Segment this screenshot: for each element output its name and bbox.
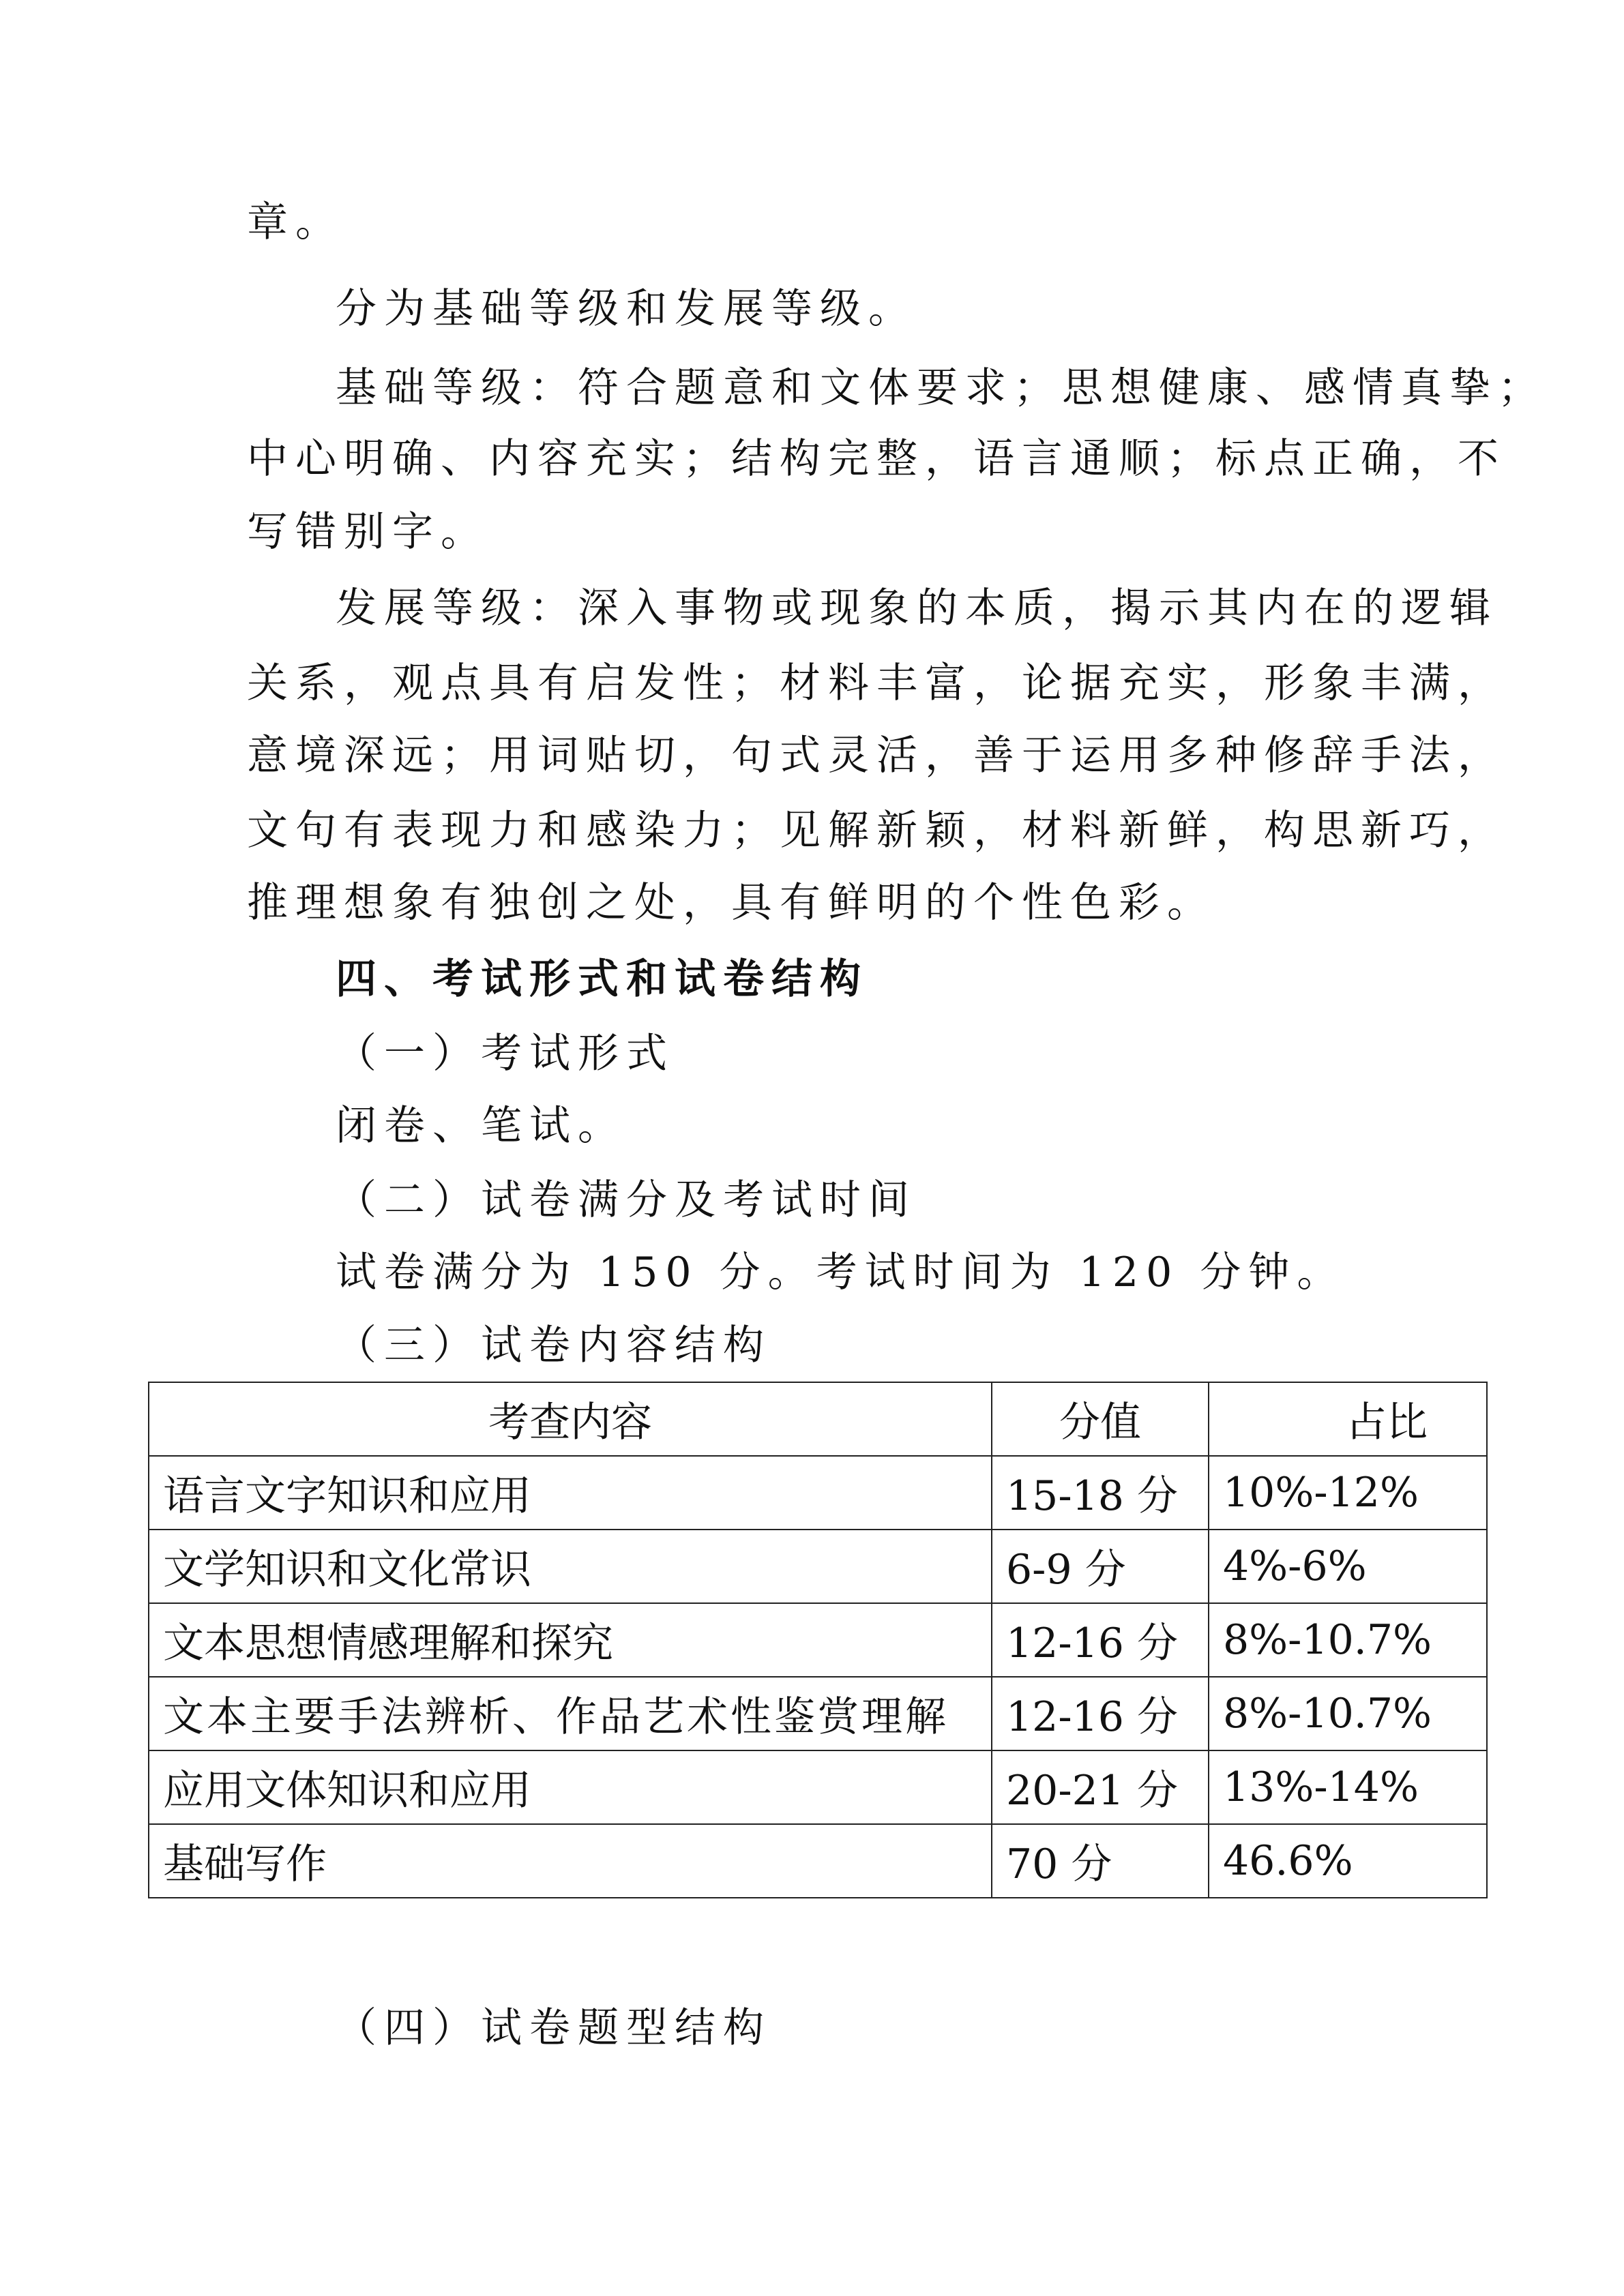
subheading-score-time: （二）试卷满分及考试时间 <box>336 1176 917 1224</box>
body-line-8: 意境深远；用词贴切，句式灵活，善于运用多种修辞手法， <box>247 732 1506 779</box>
cell-score: 12-16 分 <box>992 1677 1209 1750</box>
subheading-question-types: （四）试卷题型结构 <box>336 2004 771 2052</box>
cell-ratio: 4%-6% <box>1209 1530 1487 1603</box>
header-score: 分值 <box>992 1382 1209 1456</box>
cell-content: 文本主要手法辨析、作品艺术性鉴赏理解 <box>149 1677 992 1750</box>
cell-content: 基础写作 <box>149 1824 992 1898</box>
cell-score: 12-16 分 <box>992 1603 1209 1677</box>
table-header-row <box>149 1382 1487 1456</box>
body-line-5: 写错别字。 <box>247 508 489 556</box>
exam-form-text: 闭卷、笔试。 <box>336 1102 626 1150</box>
cell-score: 20-21 分 <box>992 1750 1209 1824</box>
body-line-9: 文句有表现力和感染力；见解新颖，材料新鲜，构思新巧， <box>247 807 1506 854</box>
table-row <box>149 1603 1487 1677</box>
body-line-3: 基础等级：符合题意和文体要求；思想健康、感情真挚； <box>336 364 1546 412</box>
cell-ratio: 8%-10.7% <box>1209 1677 1487 1750</box>
body-line-4: 中心明确、内容充实；结构完整，语言通顺；标点正确，不 <box>247 435 1506 483</box>
header-content: 考查内容 <box>149 1382 992 1456</box>
cell-score: 6-9 分 <box>992 1530 1209 1603</box>
content-structure-table <box>148 1382 1488 1898</box>
score-time-text: 试卷满分为 150 分。考试时间为 120 分钟。 <box>336 1249 1346 1296</box>
table-row <box>149 1750 1487 1824</box>
table-row <box>149 1530 1487 1603</box>
body-line-7: 关系，观点具有启发性；材料丰富，论据充实，形象丰满， <box>247 659 1506 707</box>
subheading-content-structure: （三）试卷内容结构 <box>336 1322 771 1369</box>
cell-ratio: 46.6% <box>1209 1824 1487 1898</box>
cell-ratio: 8%-10.7% <box>1209 1603 1487 1677</box>
subheading-exam-form: （一）考试形式 <box>336 1030 675 1077</box>
cell-ratio: 13%-14% <box>1209 1750 1487 1824</box>
table-row <box>149 1456 1487 1530</box>
header-ratio: 占比 <box>1209 1382 1487 1456</box>
table-row <box>149 1677 1487 1750</box>
section-heading-4: 四、考试形式和试卷结构 <box>336 955 868 1003</box>
cell-score: 15-18 分 <box>992 1456 1209 1530</box>
body-line-6: 发展等级：深入事物或现象的本质，揭示其内在的逻辑 <box>336 584 1498 632</box>
body-line-2: 分为基础等级和发展等级。 <box>336 285 917 333</box>
body-line-1: 章。 <box>247 198 344 246</box>
cell-content: 应用文体知识和应用 <box>149 1750 992 1824</box>
table-row <box>149 1824 1487 1898</box>
cell-ratio: 10%-12% <box>1209 1456 1487 1530</box>
body-line-10: 推理想象有独创之处，具有鲜明的个性色彩。 <box>247 879 1215 927</box>
cell-content: 文本思想情感理解和探究 <box>149 1603 992 1677</box>
cell-content: 语言文字知识和应用 <box>149 1456 992 1530</box>
cell-content: 文学知识和文化常识 <box>149 1530 992 1603</box>
cell-score: 70 分 <box>992 1824 1209 1898</box>
